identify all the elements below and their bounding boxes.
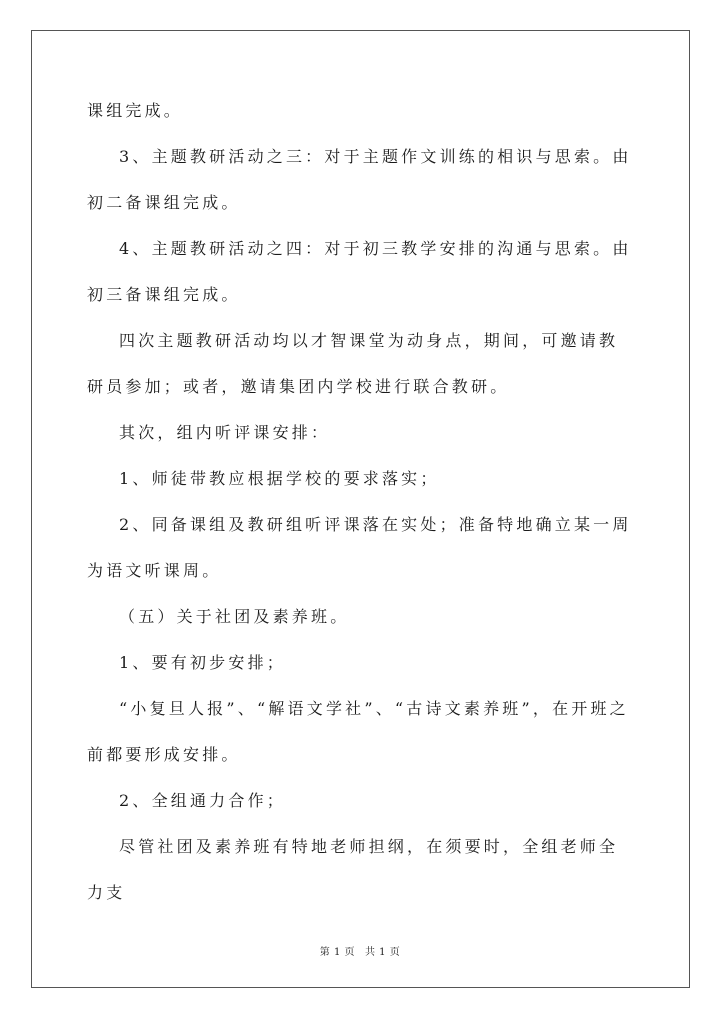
paragraph-mentoring: 1、师徒带教应根据学校的要求落实； bbox=[119, 469, 440, 488]
paragraph-continuation: 课组完成。 bbox=[87, 101, 184, 120]
paragraph-lesson-review: 2、同备课组及教研组听评课落在实处；准备特地确立某一周为语文听课周。 bbox=[87, 515, 632, 580]
paragraph-initial-plan: 1、要有初步安排； bbox=[119, 653, 286, 672]
page-number: 第 1 页 bbox=[319, 947, 355, 958]
paragraph-cooperation: 2、全组通力合作； bbox=[119, 791, 286, 810]
paragraph-support: 尽管社团及素养班有特地老师担纲，在须要时，全组老师全力支 bbox=[87, 837, 619, 902]
page-total: 共 1 页 bbox=[365, 947, 401, 958]
paragraph-club-names: “小复旦人报”、“解语文学社”、“古诗文素养班”，在开班之前都要形成安排。 bbox=[87, 699, 629, 764]
paragraph-activity-3: 3、主题教研活动之三：对于主题作文训练的相识与思索。由初二备课组完成。 bbox=[87, 147, 632, 212]
page-footer bbox=[0, 943, 720, 958]
paragraph-four-activities: 四次主题教研活动均以才智课堂为动身点，期间，可邀请教研员参加；或者，邀请集团内学校进行联合教研。 bbox=[87, 331, 619, 396]
paragraph-listening-heading: 其次，组内听评课安排： bbox=[119, 423, 331, 442]
section-heading-clubs: （五）关于社团及素养班。 bbox=[119, 607, 350, 626]
paragraph-activity-4: 4、主题教研活动之四：对于初三教学安排的沟通与思索。由初三备课组完成。 bbox=[87, 239, 632, 304]
